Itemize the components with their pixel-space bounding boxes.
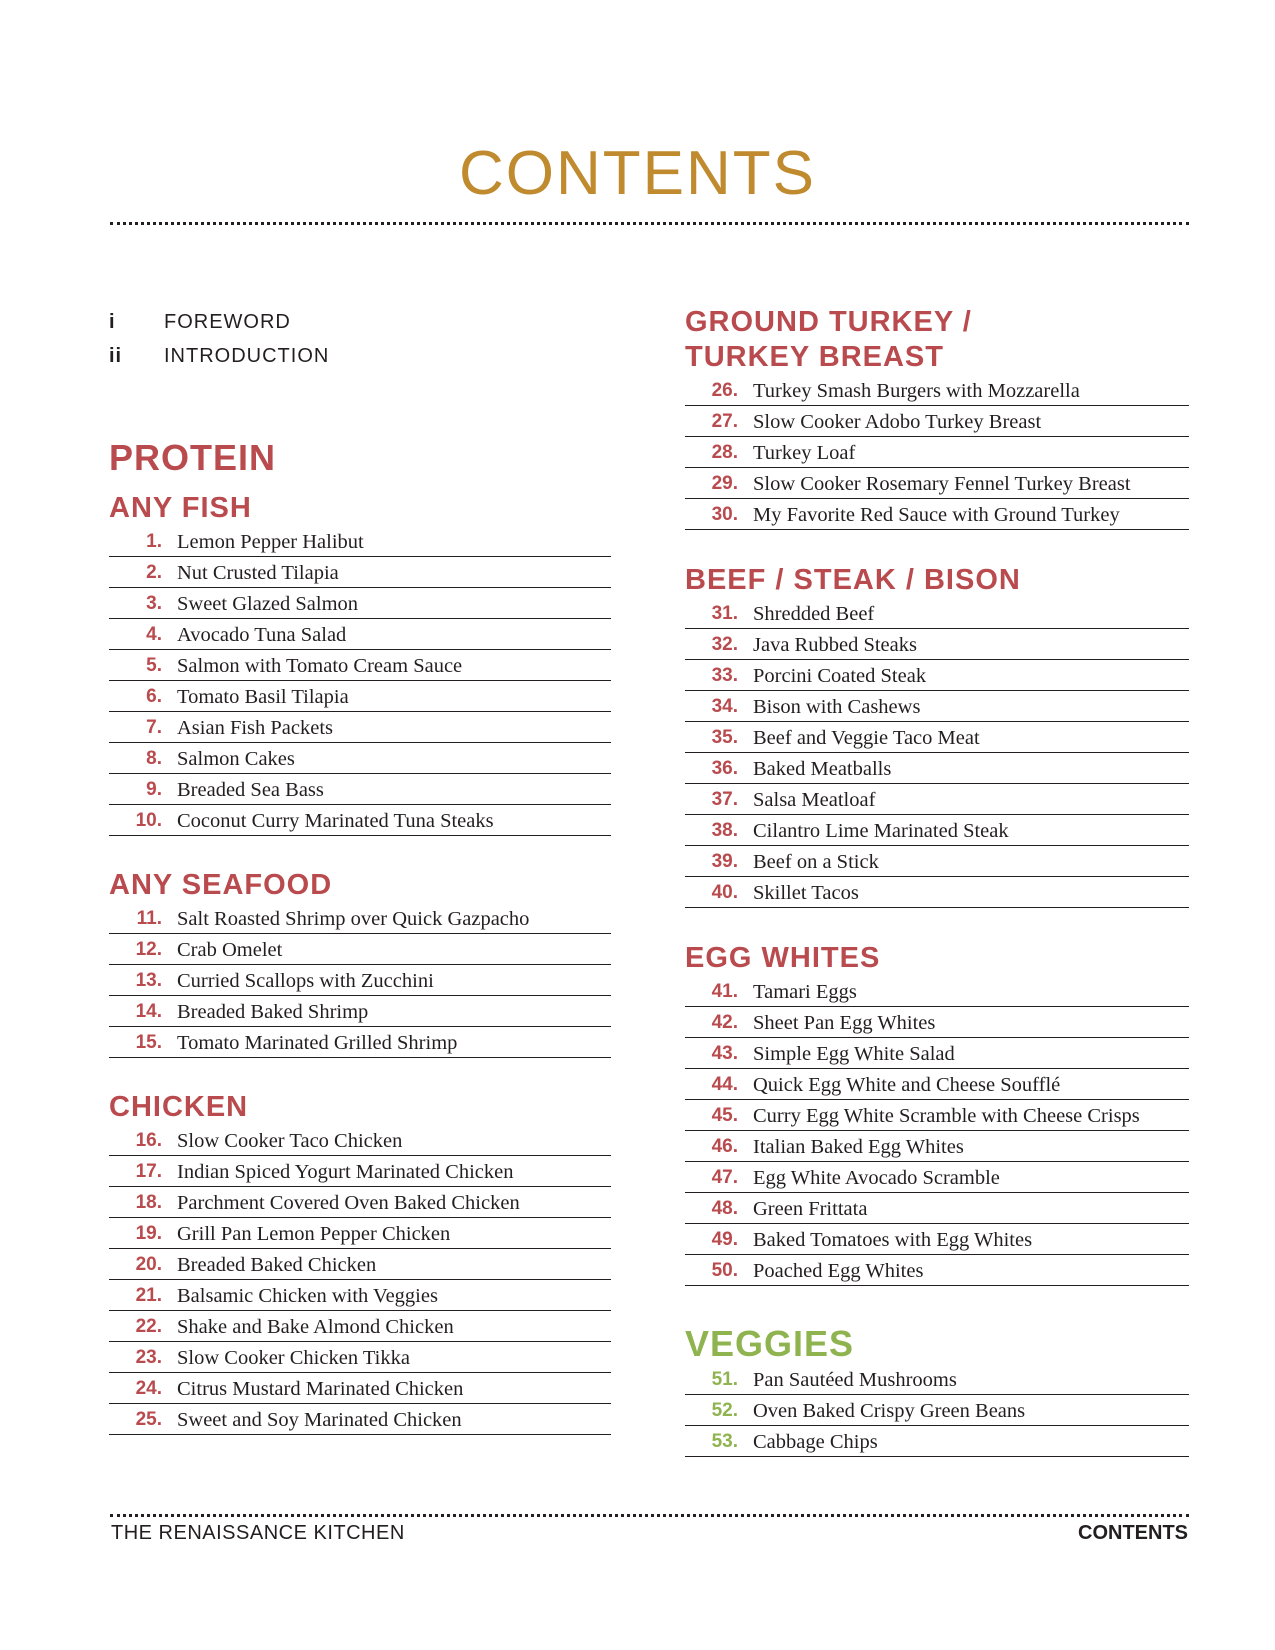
recipe-name: Quick Egg White and Cheese Soufflé [753,1074,1061,1096]
recipe-entry[interactable] [109,712,611,743]
recipe-entry[interactable] [109,588,611,619]
recipe-number: 44. [711,1074,738,1095]
recipe-name: Grill Pan Lemon Pepper Chicken [177,1223,451,1245]
recipe-number: 31. [711,603,738,624]
recipe-entry[interactable] [109,681,611,712]
recipe-number: 20. [135,1254,162,1275]
recipe-name: Tamari Eggs [753,981,857,1003]
recipe-entry[interactable] [685,1007,1189,1038]
any-seafood-title: ANY SEAFOOD [109,869,333,901]
egg-whites-title: EGG WHITES [685,942,881,974]
turkey-title-line1: GROUND TURKEY / [685,306,972,338]
recipe-name: Asian Fish Packets [177,717,334,739]
recipe-name: Curried Scallops with Zucchini [177,970,434,992]
recipe-name: Green Frittata [753,1198,868,1220]
recipe-number: 50. [711,1260,738,1281]
recipe-name: Bison with Cashews [753,696,921,718]
recipe-entry[interactable] [109,650,611,681]
recipe-number: 43. [711,1043,738,1064]
recipe-entry[interactable] [685,598,1189,629]
recipe-number: 32. [711,634,738,655]
recipe-entry[interactable] [109,805,611,836]
any-fish-list [109,526,611,836]
beef-title: BEEF / STEAK / BISON [685,564,1021,596]
recipe-number: 29. [711,473,738,494]
recipe-entry[interactable] [685,1193,1189,1224]
recipe-number: 39. [711,851,738,872]
recipe-number: 52. [711,1400,738,1421]
recipe-number: 1. [146,531,162,552]
recipe-number: 8. [146,748,162,769]
recipe-name: Cabbage Chips [753,1431,878,1453]
recipe-name: Breaded Sea Bass [177,779,324,801]
recipe-entry[interactable] [109,1027,611,1058]
recipe-entry[interactable] [685,976,1189,1007]
front-matter-number: i [109,310,116,333]
recipe-entry[interactable] [685,629,1189,660]
recipe-name: Beef on a Stick [753,851,879,873]
recipe-name: Salmon with Tomato Cream Sauce [177,655,463,677]
recipe-number: 26. [711,380,738,401]
recipe-entry[interactable] [109,1249,611,1280]
chicken-list [109,1125,611,1435]
recipe-entry[interactable] [685,1038,1189,1069]
recipe-name: Oven Baked Crispy Green Beans [753,1400,1026,1422]
recipe-entry[interactable] [685,1162,1189,1193]
recipe-entry[interactable] [685,1255,1189,1286]
recipe-number: 7. [146,717,162,738]
recipe-entry[interactable] [109,743,611,774]
recipe-entry[interactable] [685,406,1189,437]
recipe-entry[interactable] [685,1100,1189,1131]
recipe-number: 28. [711,442,738,463]
recipe-name: Turkey Smash Burgers with Mozzarella [753,380,1080,402]
recipe-entry[interactable] [685,784,1189,815]
recipe-number: 16. [135,1130,162,1151]
recipe-number: 18. [135,1192,162,1213]
recipe-name: Slow Cooker Adobo Turkey Breast [753,411,1042,433]
recipe-name: Cilantro Lime Marinated Steak [753,820,1009,842]
recipe-entry[interactable] [109,1125,611,1156]
recipe-entry[interactable] [109,1404,611,1435]
recipe-name: Shake and Bake Almond Chicken [177,1316,454,1338]
recipe-entry[interactable] [109,1187,611,1218]
recipe-name: Sweet Glazed Salmon [177,593,359,615]
recipe-entry[interactable] [109,619,611,650]
protein-heading: PROTEIN [109,437,277,478]
recipe-entry[interactable] [685,691,1189,722]
recipe-number: 41. [711,981,738,1002]
recipe-number: 23. [135,1347,162,1368]
recipe-number: 19. [135,1223,162,1244]
recipe-name: Parchment Covered Oven Baked Chicken [177,1192,520,1214]
front-matter-label: INTRODUCTION [164,344,330,367]
veggies-list [685,1364,1189,1457]
recipe-name: Egg White Avocado Scramble [753,1167,1000,1189]
recipe-name: Nut Crusted Tilapia [177,562,339,584]
recipe-number: 21. [135,1285,162,1306]
recipe-number: 10. [135,810,162,831]
recipe-name: Sheet Pan Egg Whites [753,1012,936,1034]
recipe-entry[interactable] [685,1395,1189,1426]
recipe-entry[interactable] [685,753,1189,784]
recipe-name: Coconut Curry Marinated Tuna Steaks [177,810,494,832]
recipe-name: Salt Roasted Shrimp over Quick Gazpacho [177,908,530,930]
recipe-number: 5. [146,655,162,676]
turkey-title-line2: TURKEY BREAST [685,341,944,373]
front-matter-label: FOREWORD [164,310,291,333]
recipe-name: My Favorite Red Sauce with Ground Turkey [753,504,1120,526]
recipe-name: Slow Cooker Chicken Tikka [177,1347,410,1369]
footer-section-name: CONTENTS [1078,1522,1188,1544]
recipe-number: 2. [146,562,162,583]
chicken-title: CHICKEN [109,1091,249,1123]
top-dotted-rule [110,222,1189,225]
recipe-entry[interactable] [685,660,1189,691]
egg-whites-list [685,976,1189,1286]
recipe-number: 51. [711,1369,738,1390]
recipe-entry[interactable] [109,1156,611,1187]
left-column [109,305,611,1435]
recipe-name: Balsamic Chicken with Veggies [177,1285,438,1307]
recipe-name: Italian Baked Egg Whites [753,1136,964,1158]
recipe-number: 25. [135,1409,162,1430]
footer-book-title: THE RENAISSANCE KITCHEN [111,1522,405,1544]
recipe-number: 42. [711,1012,738,1033]
recipe-number: 46. [711,1136,738,1157]
recipe-number: 22. [135,1316,162,1337]
recipe-entry[interactable] [685,1069,1189,1100]
recipe-number: 14. [135,1001,162,1022]
recipe-entry[interactable] [685,1364,1189,1395]
recipe-name: Skillet Tacos [753,882,859,904]
recipe-name: Java Rubbed Steaks [753,634,917,656]
recipe-number: 13. [135,970,162,991]
recipe-number: 24. [135,1378,162,1399]
recipe-number: 36. [711,758,738,779]
recipe-name: Turkey Loaf [753,442,856,464]
recipe-number: 47. [711,1167,738,1188]
front-matter-item[interactable] [109,305,611,339]
recipe-name: Tomato Marinated Grilled Shrimp [177,1032,458,1054]
recipe-name: Slow Cooker Rosemary Fennel Turkey Breast [753,473,1131,495]
recipe-name: Tomato Basil Tilapia [177,686,349,708]
recipe-name: Lemon Pepper Halibut [177,531,364,553]
recipe-name: Breaded Baked Chicken [177,1254,377,1276]
veggies-heading: VEGGIES [685,1323,855,1364]
front-matter-number: ii [109,344,123,367]
recipe-entry[interactable] [685,437,1189,468]
recipe-number: 33. [711,665,738,686]
recipe-name: Slow Cooker Taco Chicken [177,1130,403,1152]
recipe-number: 40. [711,882,738,903]
recipe-entry[interactable] [685,877,1189,908]
page-title: CONTENTS [459,139,816,208]
recipe-number: 27. [711,411,738,432]
any-fish-title: ANY FISH [109,492,252,524]
recipe-number: 34. [711,696,738,717]
recipe-number: 53. [711,1431,738,1452]
recipe-entry[interactable] [109,934,611,965]
recipe-number: 6. [146,686,162,707]
turkey-list [685,375,1189,530]
recipe-number: 4. [146,624,162,645]
recipe-entry[interactable] [109,526,611,557]
recipe-entry[interactable] [685,499,1189,530]
recipe-name: Poached Egg Whites [753,1260,924,1282]
recipe-entry[interactable] [685,1426,1189,1457]
recipe-name: Baked Meatballs [753,758,892,780]
recipe-number: 17. [135,1161,162,1182]
recipe-name: Breaded Baked Shrimp [177,1001,369,1023]
right-column [685,305,1189,1457]
recipe-entry[interactable] [109,1218,611,1249]
recipe-name: Porcini Coated Steak [753,665,927,687]
recipe-name: Salsa Meatloaf [753,789,876,811]
recipe-number: 38. [711,820,738,841]
bottom-dotted-rule [110,1514,1189,1517]
recipe-entry[interactable] [685,1224,1189,1255]
recipe-number: 9. [146,779,162,800]
recipe-number: 49. [711,1229,738,1250]
recipe-entry[interactable] [109,1342,611,1373]
recipe-number: 30. [711,504,738,525]
recipe-name: Indian Spiced Yogurt Marinated Chicken [177,1161,514,1183]
recipe-name: Beef and Veggie Taco Meat [753,727,980,749]
recipe-entry[interactable] [109,1373,611,1404]
recipe-name: Sweet and Soy Marinated Chicken [177,1409,462,1431]
recipe-entry[interactable] [685,1131,1189,1162]
recipe-name: Salmon Cakes [177,748,295,770]
recipe-name: Curry Egg White Scramble with Cheese Crisps [753,1105,1140,1127]
recipe-number: 12. [135,939,162,960]
recipe-entry[interactable] [109,965,611,996]
recipe-name: Citrus Mustard Marinated Chicken [177,1378,464,1400]
recipe-entry[interactable] [109,1311,611,1342]
recipe-entry[interactable] [685,468,1189,499]
front-matter [109,305,611,373]
recipe-entry[interactable] [109,774,611,805]
recipe-entry[interactable] [685,846,1189,877]
beef-list [685,598,1189,908]
recipe-number: 37. [711,789,738,810]
recipe-number: 35. [711,727,738,748]
recipe-number: 48. [711,1198,738,1219]
recipe-number: 11. [136,908,162,929]
recipe-entry[interactable] [685,722,1189,753]
recipe-name: Baked Tomatoes with Egg Whites [753,1229,1033,1251]
recipe-entry[interactable] [685,375,1189,406]
recipe-entry[interactable] [109,557,611,588]
recipe-number: 3. [146,593,162,614]
recipe-entry[interactable] [685,815,1189,846]
recipe-entry[interactable] [109,996,611,1027]
recipe-name: Shredded Beef [753,603,875,625]
recipe-name: Crab Omelet [177,939,283,961]
front-matter-item[interactable] [109,339,611,373]
recipe-entry[interactable] [109,1280,611,1311]
recipe-number: 15. [135,1032,162,1053]
recipe-name: Pan Sautéed Mushrooms [753,1369,957,1391]
recipe-name: Simple Egg White Salad [753,1043,955,1065]
recipe-number: 45. [711,1105,738,1126]
any-seafood-list [109,903,611,1058]
recipe-name: Avocado Tuna Salad [177,624,347,646]
recipe-entry[interactable] [109,903,611,934]
